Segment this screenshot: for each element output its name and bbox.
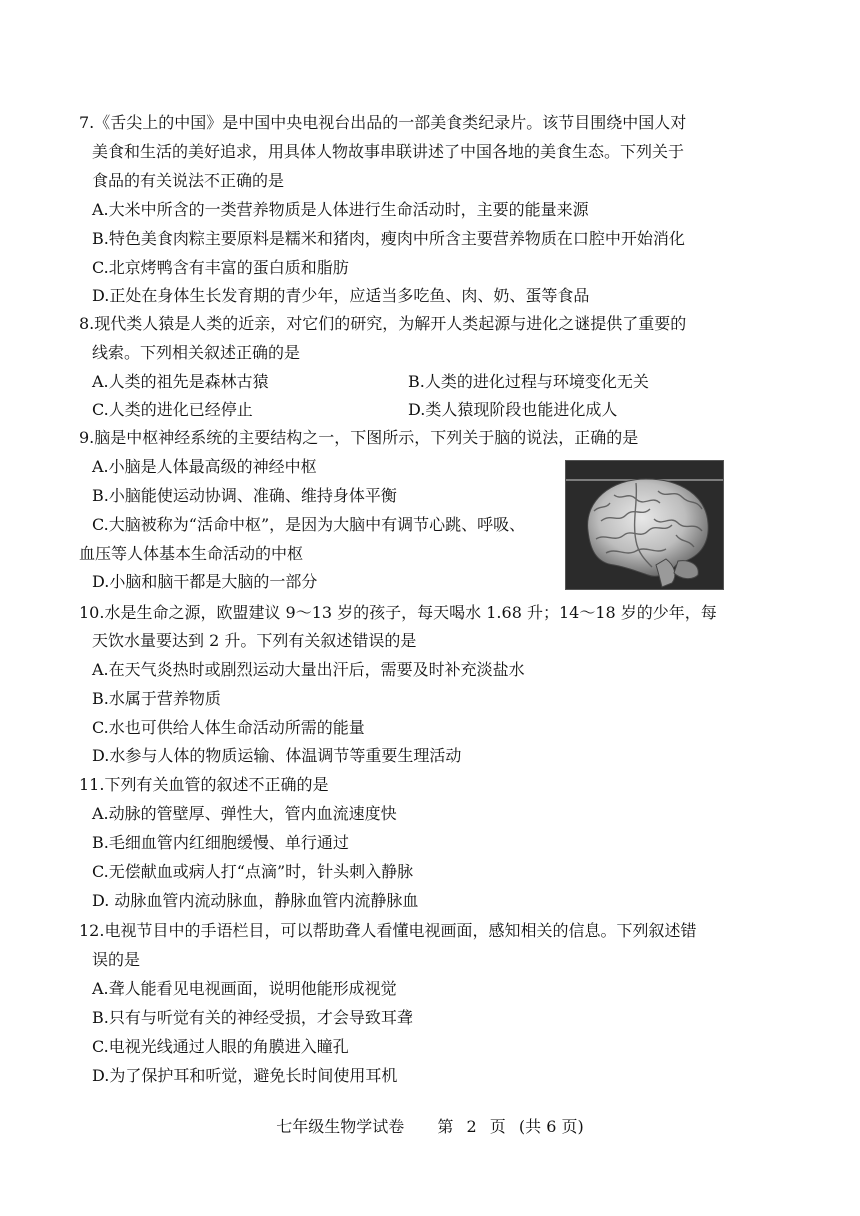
q7-stem-line2: 美食和生活的美好追求，用具体人物故事串联讲述了中国各地的美食生态。下列关于	[92, 142, 685, 161]
q12-option-d: D.为了保护耳和听觉，避免长时间使用耳机	[92, 1066, 398, 1085]
q8-option-a: A.人类的祖先是森林古猿	[92, 372, 269, 391]
q8-option-b: B.人类的进化过程与环境变化无关	[408, 372, 649, 391]
page-number: 2	[466, 1117, 477, 1136]
q10-option-a: A.在天气炎热时或剧烈运动大量出汗后，需要及时补充淡盐水	[92, 660, 525, 679]
q12-option-b: B.只有与听觉有关的神经受损，才会导致耳聋	[92, 1008, 413, 1027]
q10-stem-line2: 天饮水量要达到 2 升。下列有关叙述错误的是	[92, 631, 417, 650]
exam-title: 七年级生物学试卷	[276, 1117, 405, 1136]
q7-option-b: B.特色美食肉粽主要原料是糯米和猪肉，瘦肉中所含主要营养物质在口腔中开始消化	[92, 229, 685, 248]
q11-stem: 11.下列有关血管的叙述不正确的是	[79, 775, 329, 794]
q7-stem-line1: 7.《舌尖上的中国》是中国中央电视台出品的一部美食类纪录片。该节目围绕中国人对	[79, 113, 687, 132]
q7-option-c: C.北京烤鸭含有丰富的蛋白质和脂肪	[92, 258, 349, 277]
brain-photo	[565, 460, 724, 590]
q10-option-b: B.水属于营养物质	[92, 689, 221, 708]
q9-option-d: D.小脑和脑干都是大脑的一部分	[92, 572, 318, 591]
page-footer	[0, 1114, 860, 1137]
q9-option-c-line2: 血压等人体基本生命活动的中枢	[79, 544, 304, 563]
q10-option-d: D.水参与人体的物质运输、体温调节等重要生理活动	[92, 746, 462, 765]
q12-stem-line1: 12.电视节目中的手语栏目，可以帮助聋人看懂电视画面，感知相关的信息。下列叙述错	[79, 921, 697, 940]
q7-option-a: A.大米中所含的一类营养物质是人体进行生命活动时，主要的能量来源	[92, 200, 589, 219]
page-prefix: 第	[437, 1117, 454, 1136]
page-total: (共 6 页)	[518, 1117, 584, 1136]
q8-option-d: D.类人猿现阶段也能进化成人	[408, 400, 618, 419]
q11-option-b: B.毛细血管内红细胞缓慢、单行通过	[92, 833, 349, 852]
q7-option-d: D.正处在身体生长发育期的青少年，应适当多吃鱼、肉、奶、蛋等食品	[92, 286, 590, 305]
page-suffix: 页	[489, 1117, 506, 1136]
q11-option-a: A.动脉的管壁厚、弹性大，管内血流速度快	[92, 804, 397, 823]
q12-stem-line2: 误的是	[92, 950, 141, 969]
q10-option-c: C.水也可供给人体生命活动所需的能量	[92, 718, 365, 737]
q8-stem-line1: 8.现代类人猿是人类的近亲，对它们的研究，为解开人类起源与进化之谜提供了重要的	[79, 314, 687, 333]
q11-option-c: C.无偿献血或病人打“点滴”时，针头刺入静脉	[92, 862, 414, 881]
q9-option-a: A.小脑是人体最高级的神经中枢	[92, 457, 317, 476]
q9-option-b: B.小脑能使运动协调、准确、维持身体平衡	[92, 486, 397, 505]
q9-stem: 9.脑是中枢神经系统的主要结构之一，下图所示，下列关于脑的说法，正确的是	[79, 428, 639, 447]
q8-stem-line2: 线索。下列相关叙述正确的是	[92, 343, 301, 362]
q10-stem-line1: 10.水是生命之源，欧盟建议 9～13 岁的孩子，每天喝水 1.68 升；14～18 岁的少年，每	[79, 603, 717, 622]
q7-stem-line3: 食品的有关说法不正确的是	[92, 171, 285, 190]
q12-option-a: A.聋人能看见电视画面，说明他能形成视觉	[92, 979, 397, 998]
brain-illustration-icon	[566, 461, 723, 589]
q12-option-c: C.电视光线通过人眼的角膜进入瞳孔	[92, 1037, 349, 1056]
q11-option-d: D. 动脉血管内流动脉血，静脉血管内流静脉血	[92, 891, 419, 910]
q9-option-c-line1: C.大脑被称为“活命中枢”，是因为大脑中有调节心跳、呼吸、	[92, 515, 526, 534]
q8-option-c: C.人类的进化已经停止	[92, 400, 253, 419]
